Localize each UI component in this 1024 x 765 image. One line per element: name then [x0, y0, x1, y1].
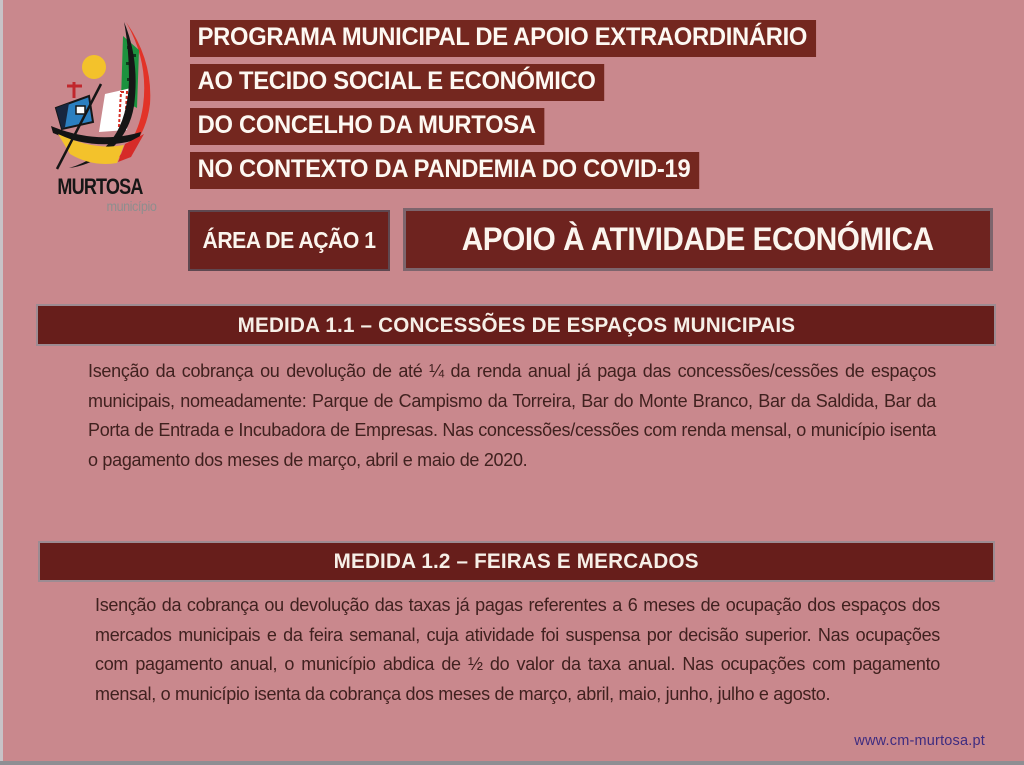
measure-1-heading: MEDIDA 1.1 – CONCESSÕES DE ESPAÇOS MUNICIPAIS [237, 312, 795, 337]
title-line-3: DO CONCELHO DA MURTOSA [190, 108, 849, 145]
title-line-4: NO CONTEXTO DA PANDEMIA DO COVID-19 [190, 152, 849, 189]
area-action-title: APOIO À ATIVIDADE ECONÓMICA [462, 221, 934, 257]
website-link[interactable]: www.cm-murtosa.pt [854, 733, 985, 749]
logo-subtitle: município [106, 198, 157, 214]
slide-left-edge [0, 0, 3, 765]
moliceiro-boat-icon [37, 10, 167, 172]
murtosa-logo [25, 6, 175, 218]
area-action-label: ÁREA DE AÇÃO 1 [202, 227, 376, 253]
measure-1-heading-bar [36, 304, 996, 346]
title-line-1: PROGRAMA MUNICIPAL DE APOIO EXTRAORDINÁRIO [190, 20, 849, 57]
area-action-label-box [188, 210, 390, 271]
measure-2-body: Isenção da cobrança ou devolução das taxas já pagas referentes a 6 meses de ocupação dos espaços dos mercados municipais e da feira semanal, cuja atividade foi suspensa por decisão superior. Nas ocupações com pagamento anual, o município abdica de ½ do valor da taxa anual. Nas ocupações com pagamento mensal, o município isenta da cobrança dos meses de março, abril, maio, junho, julho e agosto. [95, 595, 940, 704]
program-title [190, 20, 849, 196]
measure-1-body: Isenção da cobrança ou devolução de até ¼ da renda anual já paga das concessões/cessões de espaços municipais, nomeadamente: Parque de Campismo da Torreira, Bar do Monte Branco, Bar da Saldida, Bar da Porta de Entrada e Incubadora de Empresas. Nas concessões/cessões com renda mensal, o município isenta o pagamento dos meses de março, abril e maio de 2020. [88, 361, 936, 470]
measure-2-heading: MEDIDA 1.2 – FEIRAS E MERCADOS [333, 549, 700, 573]
logo-wordmark: MURTOSA [57, 174, 143, 199]
area-action-title-box [403, 208, 993, 271]
slide-bottom-edge [0, 761, 1024, 765]
measure-2-heading-bar [38, 541, 995, 582]
title-line-2: AO TECIDO SOCIAL E ECONÓMICO [190, 64, 849, 101]
